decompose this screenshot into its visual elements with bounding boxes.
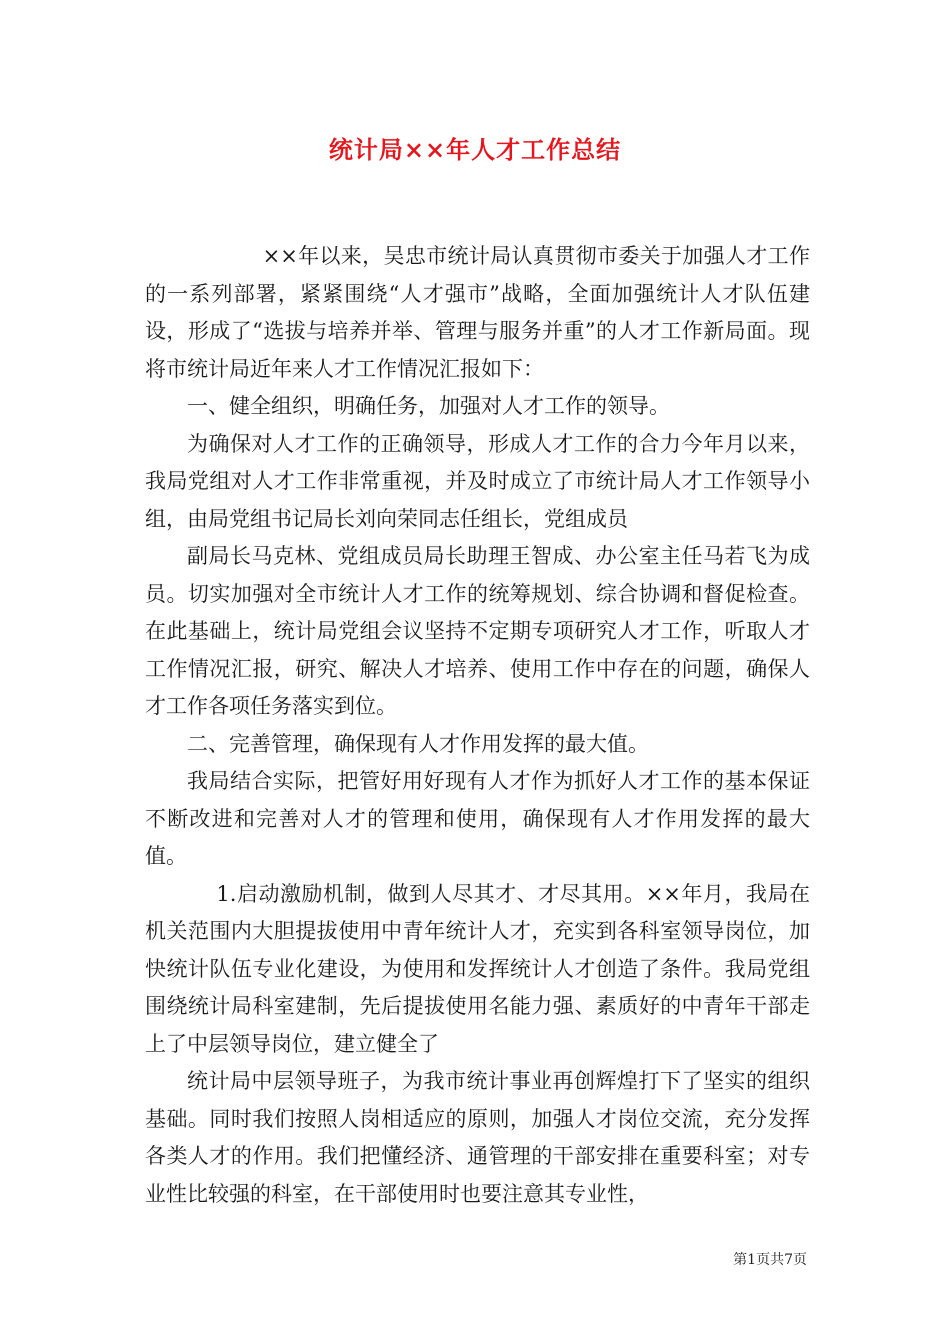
paragraph-leadership-team: 统计局中层领导班子，为我市统计事业再创辉煌打下了坚实的组织基础。同时我们按照人岗相适应的原则，加强人才岗位交流，充分发挥各类人才的作用。我们把懂经济、通管理的干部安排在重要科室；对专业性比较强的科室，在干部使用时也要注意其专业性， [145,1069,810,1206]
paragraph-leadership: 为确保对人才工作的正确领导，形成人才工作的合力今年月以来，我局党组对人才工作非常重视，并及时成立了市统计局人才工作领导小组，由局党组书记局长刘向荣同志任组长，党组成员 [145,431,810,531]
document-title: 统计局××年人才工作总结 [328,135,622,164]
document-body [145,238,810,1213]
paragraph-intro: ××年以来，吴忠市统计局认真贯彻市委关于加强人才工作的一系列部署，紧紧围绕“人才强市”战略，全面加强统计人才队伍建设，形成了“选拔与培养并举、管理与服务并重”的人才工作新局面。现将市统计局近年来人才工作情况汇报如下： [145,244,810,381]
section-heading-2: 二、完善管理，确保现有人才作用发挥的最大值。 [187,731,649,756]
paragraph-item-1: 1.启动激励机制，做到人尽其才、才尽其用。××年月，我局在机关范围内大胆提拔使用中青年统计人才，充实到各科室领导岗位，加快统计队伍专业化建设，为使用和发挥统计人才创造了条件。我局党组围绕统计局科室建制，先后提拔使用名能力强、素质好的中青年干部走上了中层领导岗位，建立健全了 [145,881,810,1056]
section-heading-1: 一、健全组织，明确任务，加强对人才工作的领导。 [187,394,670,418]
paragraph-management: 我局结合实际，把管好用好现有人才作为抓好人才工作的基本保证不断改进和完善对人才的管理和使用，确保现有人才作用发挥的最大值。 [145,769,810,868]
paragraph-members: 副局长马克林、党组成员局长助理王智成、办公室主任马若飞为成员。切实加强对全市统计人才工作的统筹规划、综合协调和督促检查。在此基础上，统计局党组会议坚持不定期专项研究人才工作，听取人才工作情况汇报，研究、解决人才培养、使用工作中存在的问题，确保人才工作各项任务落实到位。 [145,544,810,718]
page-number: 第1页共7页 [733,1252,807,1268]
